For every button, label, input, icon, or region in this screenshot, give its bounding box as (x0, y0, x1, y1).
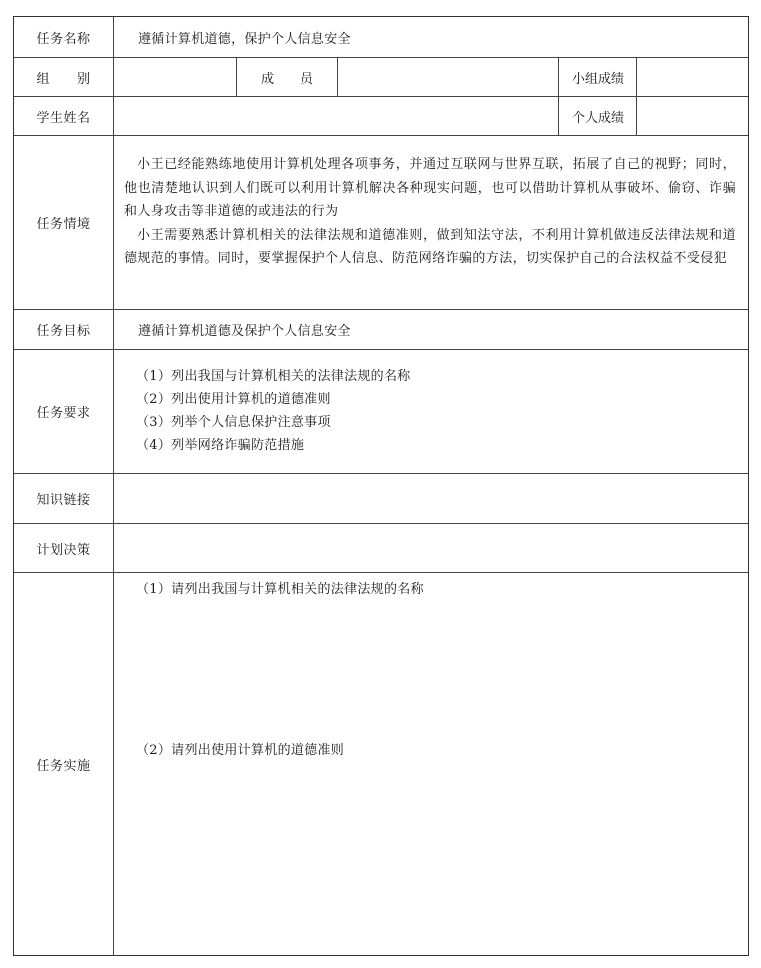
situation-row (14, 136, 748, 310)
goal-row (14, 310, 748, 350)
requirement-item: （3）列举个人信息保护注意事项 (136, 415, 331, 430)
personal-score-label: 个人成绩 (558, 97, 637, 135)
plan-value-cell[interactable] (114, 524, 748, 572)
requirements-label: 任务要求 (14, 350, 114, 473)
implementation-item-1: （1）请列出我国与计算机相关的法律法规的名称 (136, 582, 424, 597)
knowledge-label: 知识链接 (14, 474, 114, 523)
requirements-row (14, 350, 748, 474)
member-value-cell[interactable] (337, 58, 558, 96)
task-name-value: 遵循计算机道德，保护个人信息安全 (138, 31, 351, 47)
knowledge-row (14, 474, 748, 524)
student-name-label: 学生姓名 (14, 97, 114, 135)
task-name-label: 任务名称 (14, 17, 114, 57)
goal-label: 任务目标 (14, 310, 114, 349)
situation-paragraph-1: 小王已经能熟练地使用计算机处理各项事务，并通过互联网与世界互联，拓展了自己的视野；同时，他也清楚地认识到人们既可以利用计算机解决各种现实问题，也可以借助计算机从事破坏、偷窃、诈骗和人身攻击等非道德的或违法的行为 (124, 157, 736, 219)
knowledge-value-cell[interactable] (114, 474, 748, 523)
goal-value: 遵循计算机道德及保护个人信息安全 (138, 324, 351, 339)
plan-label: 计划决策 (14, 524, 114, 572)
requirement-item: （2）列出使用计算机的道德准则 (136, 392, 331, 407)
situation-paragraph-2: 小王需要熟悉计算机相关的法律法规和道德准则，做到知法守法，不利用计算机做违反法律法规和道德规范的事情。同时，要掌握保护个人信息、防范网络诈骗的方法，切实保护自己的合法权益不受侵犯 (124, 227, 736, 266)
situation-content (114, 136, 748, 309)
implementation-label: 任务实施 (14, 573, 114, 955)
member-label: 成 员 (236, 58, 337, 96)
plan-row (14, 524, 748, 573)
implementation-item-2: （2）请列出使用计算机的道德准则 (136, 743, 345, 758)
requirement-item: （1）列出我国与计算机相关的法律法规的名称 (136, 369, 411, 384)
requirements-list (114, 365, 748, 457)
group-row (14, 58, 748, 97)
group-label: 组 别 (14, 58, 114, 96)
personal-score-value-cell[interactable] (636, 97, 749, 135)
group-score-value-cell[interactable] (636, 58, 749, 96)
task-name-row (14, 17, 748, 58)
requirements-content (114, 350, 748, 473)
implementation-content[interactable] (114, 573, 748, 955)
student-name-value-cell[interactable] (114, 97, 557, 135)
situation-label: 任务情境 (14, 136, 114, 309)
group-value-cell[interactable] (114, 58, 236, 96)
task-sheet-table (13, 16, 749, 956)
implementation-row (14, 573, 748, 955)
student-row (14, 97, 748, 136)
requirement-item: （4）列举网络诈骗防范措施 (136, 438, 305, 453)
group-score-label: 小组成绩 (558, 58, 637, 96)
